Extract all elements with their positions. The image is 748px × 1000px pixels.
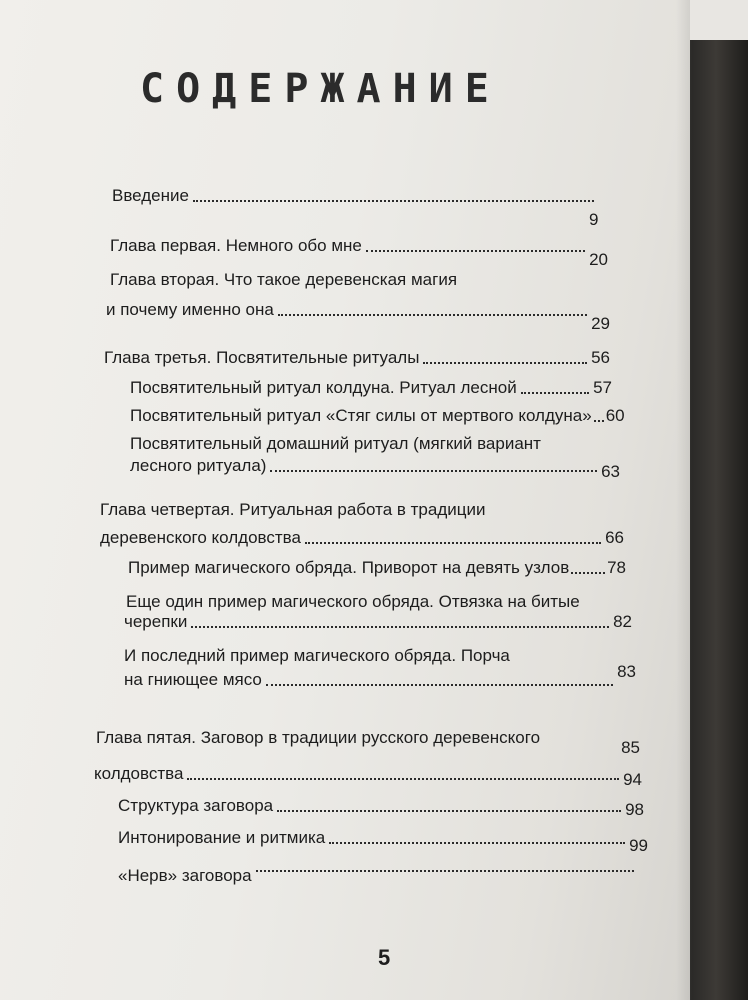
toc-page-number: 83 — [617, 662, 636, 681]
toc-entry-chapter-4-2-line1: Еще один пример магического обряда. Отвязка на битые — [126, 592, 580, 611]
toc-entry-label: Введение — [112, 186, 189, 205]
toc-page-number: 98 — [625, 800, 644, 819]
dot-leader — [256, 870, 634, 872]
toc-entry-label: Структура заговора — [118, 796, 274, 815]
toc-entry-label: Глава первая. Немного обо мне — [110, 236, 362, 255]
toc-entry-label: деревенского колдовства — [100, 528, 301, 547]
toc-entry-label: Интонирование и ритмика — [118, 828, 326, 847]
toc-page-number: 20 — [589, 250, 608, 269]
toc-entry-chapter-5-1 — [118, 796, 644, 819]
dot-leader — [305, 542, 601, 544]
toc-entry-label: «Нерв» заговора — [118, 866, 252, 885]
toc-page-number: 94 — [623, 770, 642, 789]
toc-entry-label: на гниющее мясо — [124, 670, 262, 689]
toc-entry-label: и почему именно она — [106, 300, 274, 319]
toc-page-number: 60 — [605, 406, 625, 425]
dot-leader — [366, 250, 585, 252]
toc-entry-chapter-3-3-line1: Посвятительный домашний ритуал (мягкий вариант — [130, 434, 541, 453]
toc-entry-chapter-5-page-row — [430, 738, 640, 758]
toc-entry-chapter-3 — [104, 348, 610, 368]
toc-entry-chapter-3-1 — [130, 378, 612, 398]
toc-entry-chapter-4 — [100, 528, 624, 548]
dot-leader — [191, 626, 609, 628]
dot-leader — [278, 314, 587, 316]
dot-leader — [277, 810, 621, 812]
page-title: СОДЕРЖАНИЕ — [140, 66, 501, 112]
dot-leader — [193, 200, 594, 202]
toc-entry-chapter-4-3 — [124, 662, 636, 690]
toc-page-number: 29 — [591, 314, 610, 333]
toc-entry-chapter-4-3-line1: И последний пример магического обряда. Порча — [124, 646, 510, 665]
toc-entry-chapter-2-line1: Глава вторая. Что такое деревенская магия — [110, 270, 458, 289]
toc-page-number: 99 — [629, 836, 648, 855]
toc-entry-chapter-4-line1: Глава четвертая. Ритуальная работа в традиции — [100, 500, 486, 519]
toc-entry-chapter-5-line1: Глава пятая. Заговор в традиции русского деревенского — [96, 728, 541, 747]
toc-entry-chapter-2 — [106, 300, 610, 333]
toc-entry-chapter-5-3 — [118, 866, 638, 886]
toc-entry-label: черепки — [124, 612, 188, 631]
toc-page-number: 63 — [601, 462, 620, 481]
toc-page-number: 66 — [605, 528, 624, 547]
toc-entry-label: Посвятительный ритуал «Стяг силы от мертвого колдуна» — [130, 406, 592, 425]
toc-page-number: 56 — [591, 348, 610, 367]
toc-entry-label: Пример магического обряда. Приворот на девять узлов — [128, 558, 570, 577]
toc-entry-chapter-3-2 — [130, 406, 625, 426]
toc-entry-label: лесного ритуала) — [130, 456, 267, 475]
toc-entry-label: колдовства — [94, 764, 184, 783]
toc-page-number: 85 — [621, 738, 640, 757]
dot-leader — [594, 420, 604, 422]
toc-entry-chapter-1 — [110, 236, 608, 269]
dot-leader — [270, 470, 597, 472]
dot-leader — [571, 572, 605, 574]
dot-leader — [329, 842, 625, 844]
dot-leader — [521, 392, 589, 394]
toc-entry-chapter-5-2 — [118, 828, 648, 855]
dot-leader — [187, 778, 619, 780]
toc-entry-intro — [112, 186, 598, 206]
toc-entry-chapter-4-2 — [124, 612, 632, 632]
toc-page-number: 57 — [593, 378, 612, 397]
toc-page-number: 78 — [607, 558, 626, 577]
toc-entry-label: Глава третья. Посвятительные ритуалы — [104, 348, 420, 367]
toc-page-number: 9 — [589, 210, 599, 229]
toc-entry-label: Посвятительный ритуал колдуна. Ритуал лесной — [130, 378, 517, 397]
toc-entry-chapter-4-1 — [128, 558, 626, 578]
toc-entry-chapter-3-3 — [130, 456, 620, 481]
page-number: 5 — [378, 945, 391, 970]
dot-leader — [423, 362, 587, 364]
toc-page-number: 82 — [613, 612, 632, 631]
toc-entry-chapter-5 — [94, 764, 642, 789]
dot-leader — [266, 684, 613, 686]
